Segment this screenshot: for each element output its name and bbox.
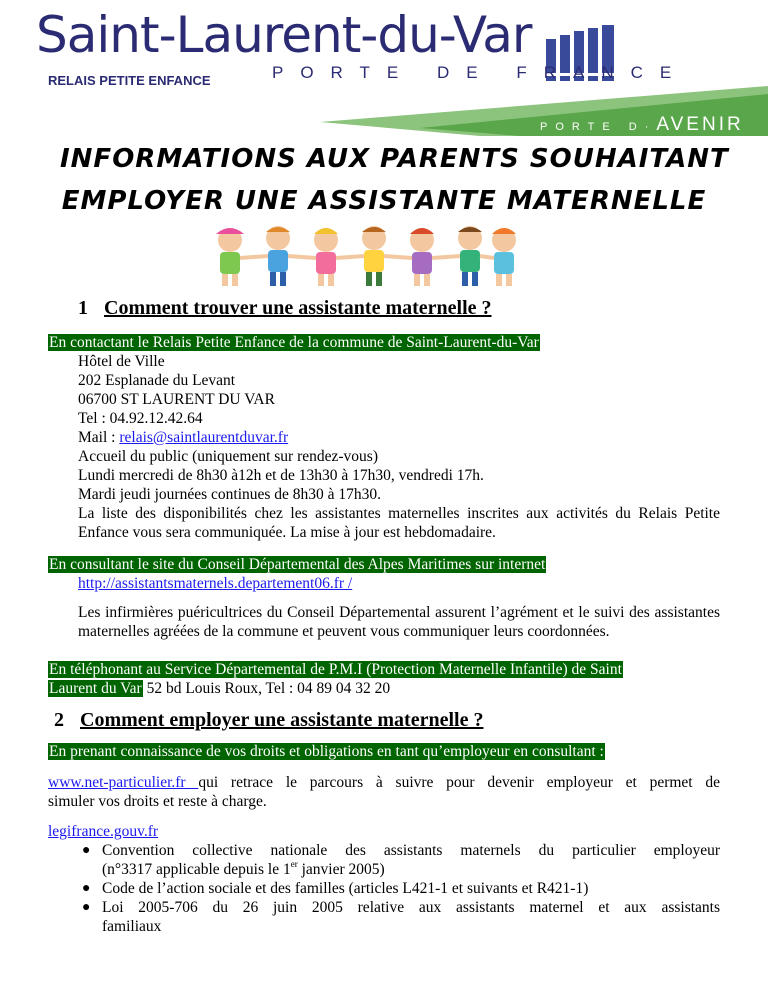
net-particulier-line1: [48, 773, 720, 792]
hours-line-1: Accueil du public (uniquement sur rendez-vous): [78, 448, 379, 465]
pmi-line-2: [48, 679, 390, 698]
mail-label: Mail :: [78, 429, 120, 446]
tagline-porte-d-avenir: [540, 114, 744, 136]
page-title-line1: INFORMATIONS AUX PARENTS SOUHAITANT: [60, 144, 729, 174]
phone-line: Tel : 04.92.12.42.64: [78, 410, 203, 427]
hours-line-3: Mardi jeudi journées continues de 8h30 à 17h30.: [78, 486, 382, 503]
pmi-address: 52 bd Louis Roux, Tel : 04 89 04 32 20: [142, 680, 391, 697]
service-name: RELAIS PETITE ENFANCE: [48, 73, 211, 88]
bullet-icon: ●: [82, 900, 91, 915]
bullet1-line1: Convention collective nationale des assistants maternels du particulier employeur: [102, 842, 720, 859]
bullet-icon: ●: [82, 843, 91, 858]
mail-link[interactable]: relais@saintlaurentduvar.fr: [119, 429, 289, 446]
section1-heading-text: Comment trouver une assistante maternelle ?: [104, 297, 492, 319]
site-intro: [48, 555, 546, 574]
legifrance-link: [48, 822, 158, 841]
section2-heading: [54, 709, 483, 732]
site-intro-highlight: En consultant le site du Conseil Départemental des Alpes Maritimes sur internet: [49, 556, 546, 573]
page-title-line2: EMPLOYER UNE ASSISTANTE MATERNELLE: [61, 186, 707, 216]
contact-intro-highlight: En contactant le Relais Petite Enfance de la commune de Saint-Laurent-du-Var: [49, 334, 539, 351]
legifrance-link-text[interactable]: legifrance.gouv.fr: [48, 823, 159, 840]
section2-intro: [48, 742, 605, 761]
pmi-line-2-highlight: Laurent du Var: [49, 680, 142, 697]
address-line-2: 202 Esplanade du Levant: [78, 372, 236, 389]
bullet-icon: ●: [82, 881, 91, 896]
departement-site-link-text[interactable]: http://assistantsmaternels.departement06.fr /: [78, 575, 353, 592]
section2-heading-text: Comment employer une assistante maternelle ?: [80, 709, 484, 731]
mail-line: [78, 428, 288, 447]
net-particulier-text1: qui retrace le parcours à suivre pour devenir employeur et permet de: [198, 774, 720, 791]
departement-site-link: [78, 574, 352, 593]
section2-intro-highlight: En prenant connaissance de vos droits et obligations en tant qu’employeur en consultant :: [49, 743, 604, 760]
address-line-3: 06700 ST LAURENT DU VAR: [78, 391, 275, 408]
tagline-porte-d: PORTE D·: [540, 121, 657, 133]
section1-heading: [78, 297, 492, 320]
bullet1-line2: [102, 860, 385, 879]
pmi-line-1-highlight: En téléphonant au Service Départemental de P.M.I (Protection Maternelle Infantile) de Saint: [49, 661, 622, 678]
bullet3-line1: Loi 2005-706 du 26 juin 2005 relative aux assistants maternel et aux assistants: [102, 899, 720, 916]
bullet1-sup: er: [290, 859, 298, 869]
nurses-paragraph: Les infirmières puéricultrices du Conseil Départemental assurent l’agrément et le suivi des assistantes maternelles agréées de la commune et peuvent vous communiquer leurs coordonnées.: [78, 604, 720, 640]
tagline-porte-de-france: PORTE DE FRANCE: [272, 63, 689, 82]
children-illustration: [208, 226, 520, 288]
hours-line-2: Lundi mercredi de 8h30 à12h et de 13h30 à 17h30, vendredi 17h.: [78, 467, 484, 484]
bullet3-line2: familiaux: [102, 918, 162, 935]
contact-intro: [48, 333, 540, 352]
section2-number: 2: [54, 709, 64, 731]
bullet1-line2a: (n°3317 applicable depuis le 1: [102, 861, 291, 878]
bullet2-text: Code de l’action sociale et des familles (articles L421-1 et suivants et R421-1): [102, 880, 589, 897]
net-particulier-line2: simuler vos droits et reste à charge.: [48, 793, 267, 810]
tagline-avenir: AVENIR: [656, 114, 744, 135]
pmi-line-1: [48, 660, 623, 679]
address-line-1: Hôtel de Ville: [78, 353, 165, 370]
availability-paragraph: La liste des disponibilités chez les assistantes maternelles inscrites aux activités du Relais Petite Enfance vous sera communiquée. La mise à jour est hebdomadaire.: [78, 505, 720, 541]
net-particulier-link[interactable]: www.net-particulier.fr: [48, 774, 199, 791]
city-logo-text: Saint-Laurent-du-Var: [36, 6, 532, 64]
bullet1-line2b: janvier 2005): [297, 861, 385, 878]
section1-number: 1: [78, 297, 88, 319]
